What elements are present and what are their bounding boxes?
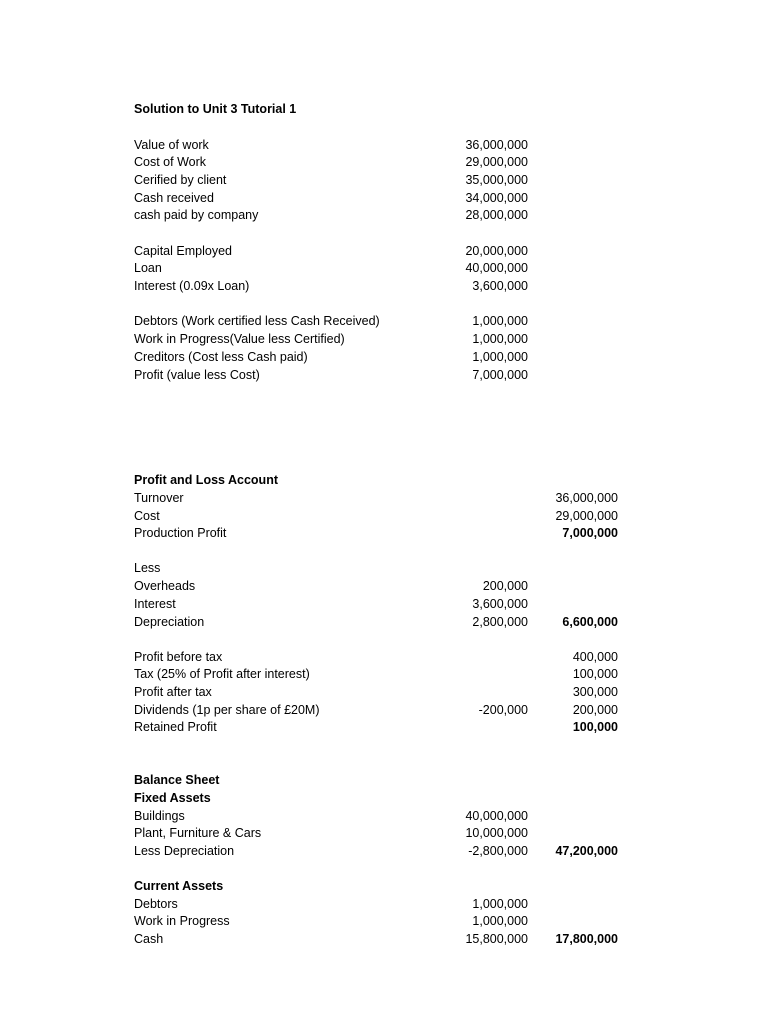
row-value: 2,800,000 (472, 615, 528, 629)
bs-row (134, 824, 624, 842)
subsection-heading: Fixed Assets (134, 791, 211, 805)
pl-row (134, 524, 624, 542)
row-label: Interest (134, 597, 176, 611)
derived-row (134, 366, 624, 384)
row-label: Dividends (1p per share of £20M) (134, 703, 320, 717)
bs-row (134, 807, 624, 825)
row-label: Cost of Work (134, 155, 207, 169)
row-value: 20,000,000 (465, 244, 528, 258)
bs-row (134, 842, 624, 860)
row-label: Debtors (134, 897, 178, 911)
row-value: 1,000,000 (472, 897, 528, 911)
row-label: Retained Profit (134, 720, 217, 734)
row-label: Profit after tax (134, 685, 212, 699)
pl-row (134, 577, 624, 595)
row-label: cash paid by company (134, 208, 259, 222)
row-label: Capital Employed (134, 244, 232, 258)
row-total: 200,000 (572, 703, 618, 717)
row-value: -2,800,000 (468, 844, 528, 858)
capital-row (134, 259, 624, 277)
row-label: Work in Progress(Value less Certified) (134, 332, 345, 346)
derived-row (134, 312, 624, 330)
row-value: 28,000,000 (465, 208, 528, 222)
subsection-heading: Current Assets (134, 879, 224, 893)
row-value: 1,000,000 (472, 914, 528, 928)
row-label: Less Depreciation (134, 844, 235, 858)
row-value: -200,000 (478, 703, 528, 717)
pl-heading-row (134, 471, 624, 489)
bs-heading-row (134, 771, 624, 789)
row-label: Value of work (134, 138, 209, 152)
input-row (134, 153, 624, 171)
row-total: 100,000 (572, 667, 618, 681)
pl-row (134, 595, 624, 613)
row-label: Turnover (134, 491, 184, 505)
row-value: 40,000,000 (465, 809, 528, 823)
section-heading: Balance Sheet (134, 773, 220, 787)
row-value: 10,000,000 (465, 826, 528, 840)
pl-row (134, 718, 624, 736)
pl-row (134, 665, 624, 683)
bs-subheading-row (134, 877, 624, 895)
bs-row (134, 930, 624, 948)
row-value: 3,600,000 (472, 279, 528, 293)
pl-row (134, 701, 624, 719)
capital-row (134, 242, 624, 260)
row-value: 36,000,000 (465, 138, 528, 152)
page-title: Solution to Unit 3 Tutorial 1 (134, 102, 297, 116)
row-total: 400,000 (572, 650, 618, 664)
row-value: 1,000,000 (472, 332, 528, 346)
row-value: 29,000,000 (465, 155, 528, 169)
row-total: 47,200,000 (555, 844, 618, 858)
input-row (134, 206, 624, 224)
row-value: 1,000,000 (472, 350, 528, 364)
derived-row (134, 348, 624, 366)
row-label: Tax (25% of Profit after interest) (134, 667, 310, 681)
bs-row (134, 912, 624, 930)
input-row (134, 171, 624, 189)
row-label: Cash (134, 932, 164, 946)
row-label: Creditors (Cost less Cash paid) (134, 350, 308, 364)
row-label: Overheads (134, 579, 196, 593)
section-heading: Profit and Loss Account (134, 473, 278, 487)
row-value: 35,000,000 (465, 173, 528, 187)
row-label: Plant, Furniture & Cars (134, 826, 262, 840)
row-label: Less (134, 561, 161, 575)
row-total: 36,000,000 (555, 491, 618, 505)
pl-row (134, 559, 624, 577)
row-label: Debtors (Work certified less Cash Received) (134, 314, 380, 328)
row-total: 300,000 (572, 685, 618, 699)
pl-row (134, 683, 624, 701)
pl-row (134, 613, 624, 631)
capital-row (134, 277, 624, 295)
pl-row (134, 648, 624, 666)
pl-row (134, 489, 624, 507)
bs-subheading-row (134, 789, 624, 807)
row-value: 40,000,000 (465, 261, 528, 275)
row-label: Production Profit (134, 526, 227, 540)
row-label: Cost (134, 509, 160, 523)
derived-row (134, 330, 624, 348)
row-total: 6,600,000 (562, 615, 618, 629)
row-label: Cerified by client (134, 173, 227, 187)
row-label: Buildings (134, 809, 185, 823)
row-value: 3,600,000 (472, 597, 528, 611)
row-value: 200,000 (482, 579, 528, 593)
row-label: Work in Progress (134, 914, 230, 928)
row-label: Profit (value less Cost) (134, 368, 260, 382)
row-value: 34,000,000 (465, 191, 528, 205)
row-total: 7,000,000 (562, 526, 618, 540)
row-label: Interest (0.09x Loan) (134, 279, 250, 293)
row-value: 15,800,000 (465, 932, 528, 946)
row-total: 29,000,000 (555, 509, 618, 523)
row-label: Depreciation (134, 615, 205, 629)
row-value: 7,000,000 (472, 368, 528, 382)
row-value: 1,000,000 (472, 314, 528, 328)
input-row (134, 189, 624, 207)
row-label: Profit before tax (134, 650, 223, 664)
row-total: 17,800,000 (555, 932, 618, 946)
pl-row (134, 507, 624, 525)
row-label: Loan (134, 261, 162, 275)
title-row (134, 100, 624, 118)
input-row (134, 136, 624, 154)
row-total: 100,000 (572, 720, 618, 734)
row-label: Cash received (134, 191, 214, 205)
bs-row (134, 895, 624, 913)
